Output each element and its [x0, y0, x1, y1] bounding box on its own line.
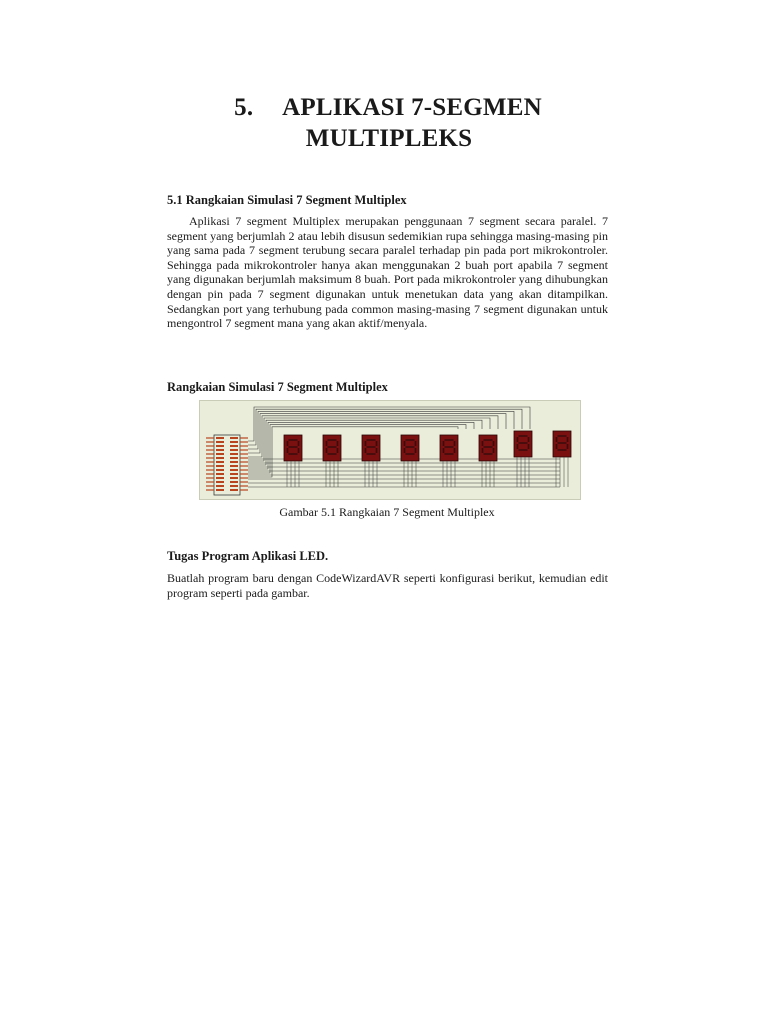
section-heading-5-1: 5.1 Rangkaian Simulasi 7 Segment Multiplex: [167, 193, 407, 207]
chip-label-mark: [230, 465, 238, 467]
section-heading-rangkaian: Rangkaian Simulasi 7 Segment Multiplex: [167, 380, 388, 394]
chip-label-mark: [230, 437, 238, 439]
chapter-title-text: APLIKASI 7-SEGMEN: [282, 94, 542, 121]
circuit-diagram: [200, 401, 580, 499]
chip-label-mark: [216, 437, 224, 439]
chip-label-mark: [216, 441, 224, 443]
section-paragraph-5-1: Aplikasi 7 segment Multiplex merupakan penggunaan 7 segment secara paralel. 7 segment yang berjumlah 2 atau lebih disusun sedemikian rupa sehingga masing-masing pin yang sama pada 7 segment terubung secara paralel terhadap pin pada port mikrokontroler. Sehingga pada mikrokontroler hanya akan menggunakan 2 buah port apabila 7 segment yang digunakan berjumlah maksimum 8 buah. Port pada mikrokontroler yang dihubungkan dengan pin pada 7 segment digunakan untuk menetukan data yang akan ditampilkan. Sedangkan port yang terhubung pada common masing-masing 7 segment digunakan untuk mengontrol 7 segment mana yang akan aktif/menyala.: [167, 214, 608, 331]
chip-label-mark: [230, 449, 238, 451]
chip-label-mark: [230, 441, 238, 443]
bus-wire: [248, 425, 466, 473]
chip-label-mark: [230, 461, 238, 463]
chip-label-mark: [230, 481, 238, 483]
chip-label-mark: [230, 469, 238, 471]
chip-label-mark: [216, 481, 224, 483]
chip-label-mark: [230, 457, 238, 459]
chip-label-mark: [216, 449, 224, 451]
figure-caption: Gambar 5.1 Rangkaian 7 Segment Multiplex: [279, 505, 495, 519]
section-heading-tugas: Tugas Program Aplikasi LED.: [167, 549, 329, 563]
microcontroller-chip: [206, 435, 248, 495]
chip-label-mark: [216, 477, 224, 479]
chapter-number: 5.: [234, 94, 254, 121]
chip-label-mark: [216, 469, 224, 471]
chip-label-mark: [230, 489, 238, 491]
chapter-title-line1: [0, 92, 768, 123]
chip-label-mark: [230, 473, 238, 475]
chip-label-mark: [230, 453, 238, 455]
chip-label-mark: [230, 445, 238, 447]
chapter-title-line2: MULTIPLEKS: [305, 125, 473, 152]
chip-label-mark: [216, 465, 224, 467]
chip-label-mark: [216, 453, 224, 455]
chip-label-mark: [216, 489, 224, 491]
chip-label-mark: [230, 485, 238, 487]
chip-label-mark: [216, 445, 224, 447]
chip-label-mark: [216, 485, 224, 487]
circuit-figure: [199, 400, 581, 500]
chapter-title: [0, 92, 768, 154]
section-paragraph-tugas: Buatlah program baru dengan CodeWizardAVR seperti konfigurasi berikut, kemudian edit program seperti pada gambar.: [167, 571, 608, 600]
chip-label-mark: [216, 461, 224, 463]
chip-label-mark: [216, 457, 224, 459]
chip-label-mark: [230, 477, 238, 479]
chip-label-mark: [216, 473, 224, 475]
bus-wire: [248, 427, 458, 477]
